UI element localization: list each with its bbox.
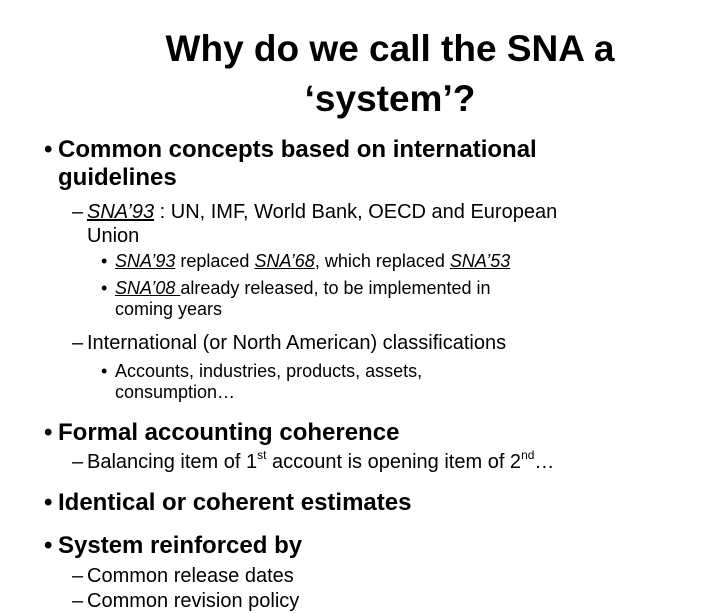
dash-marker: – xyxy=(72,590,84,612)
sub-sub-item-text: already released, to be implemented in xyxy=(180,278,491,298)
bullet-marker: • xyxy=(101,251,108,271)
dash-marker: – xyxy=(72,201,84,223)
sub-item-text: account is opening item of 2 xyxy=(266,451,522,473)
sub-item-sna93-sponsors xyxy=(87,200,557,248)
slide-title xyxy=(110,24,670,124)
title-line-2: ‘system’? xyxy=(304,78,476,119)
bullet-marker: • xyxy=(44,419,53,446)
sub-sub-item-text: replaced xyxy=(175,251,255,271)
dash-marker: – xyxy=(72,565,84,587)
bullet-text-line: guidelines xyxy=(58,164,177,191)
ordinal-suffix: nd xyxy=(521,448,535,462)
sub-sub-item-accounts xyxy=(115,361,422,403)
title-line-1: Why do we call the SNA a xyxy=(165,28,615,69)
ordinal-suffix: st xyxy=(257,448,267,462)
sub-sub-item-text: , which replaced xyxy=(314,251,450,271)
sub-sub-item-line xyxy=(115,278,491,299)
dash-marker: – xyxy=(72,451,84,473)
sub-sub-item-replaced xyxy=(115,251,510,272)
bullet-marker: • xyxy=(101,361,108,381)
bullet-common-concepts xyxy=(58,136,537,192)
sub-sub-item-sna08 xyxy=(115,278,491,320)
bullet-system-reinforced: System reinforced by xyxy=(58,532,303,559)
sub-item-line: Union xyxy=(87,225,140,247)
sub-item-classifications: International (or North American) classifications xyxy=(87,332,507,354)
sub-item-text: … xyxy=(534,451,555,473)
sub-item-release-dates: Common release dates xyxy=(87,565,294,587)
bullet-marker: • xyxy=(44,532,53,559)
sub-sub-item-line: consumption… xyxy=(115,382,236,402)
sub-item-line xyxy=(87,200,557,224)
bullet-text-line: Common concepts based on international xyxy=(58,136,537,163)
sub-item-balancing xyxy=(87,450,554,474)
sub-sub-item-line: Accounts, industries, products, assets, xyxy=(115,361,423,381)
sna53-link[interactable]: SNA’53 xyxy=(449,251,511,271)
bullet-identical-estimates: Identical or coherent estimates xyxy=(58,489,412,516)
sub-item-text: : UN, IMF, World Bank, OECD and European xyxy=(154,201,558,223)
sub-item-revision-policy: Common revision policy xyxy=(87,590,300,612)
bullet-formal-coherence: Formal accounting coherence xyxy=(58,419,400,446)
bullet-marker: • xyxy=(44,136,53,163)
sna68-link[interactable]: SNA’68 xyxy=(254,251,315,271)
dash-marker: – xyxy=(72,332,84,354)
sna93-link[interactable]: SNA’93 xyxy=(115,251,176,271)
sna08-link[interactable]: SNA’08 xyxy=(115,278,181,298)
sub-sub-item-line: coming years xyxy=(115,299,223,319)
bullet-marker: • xyxy=(101,278,108,298)
bullet-marker: • xyxy=(44,489,53,516)
sna93-link[interactable]: SNA’93 xyxy=(87,201,155,223)
sub-item-text: Balancing item of 1 xyxy=(87,451,258,473)
